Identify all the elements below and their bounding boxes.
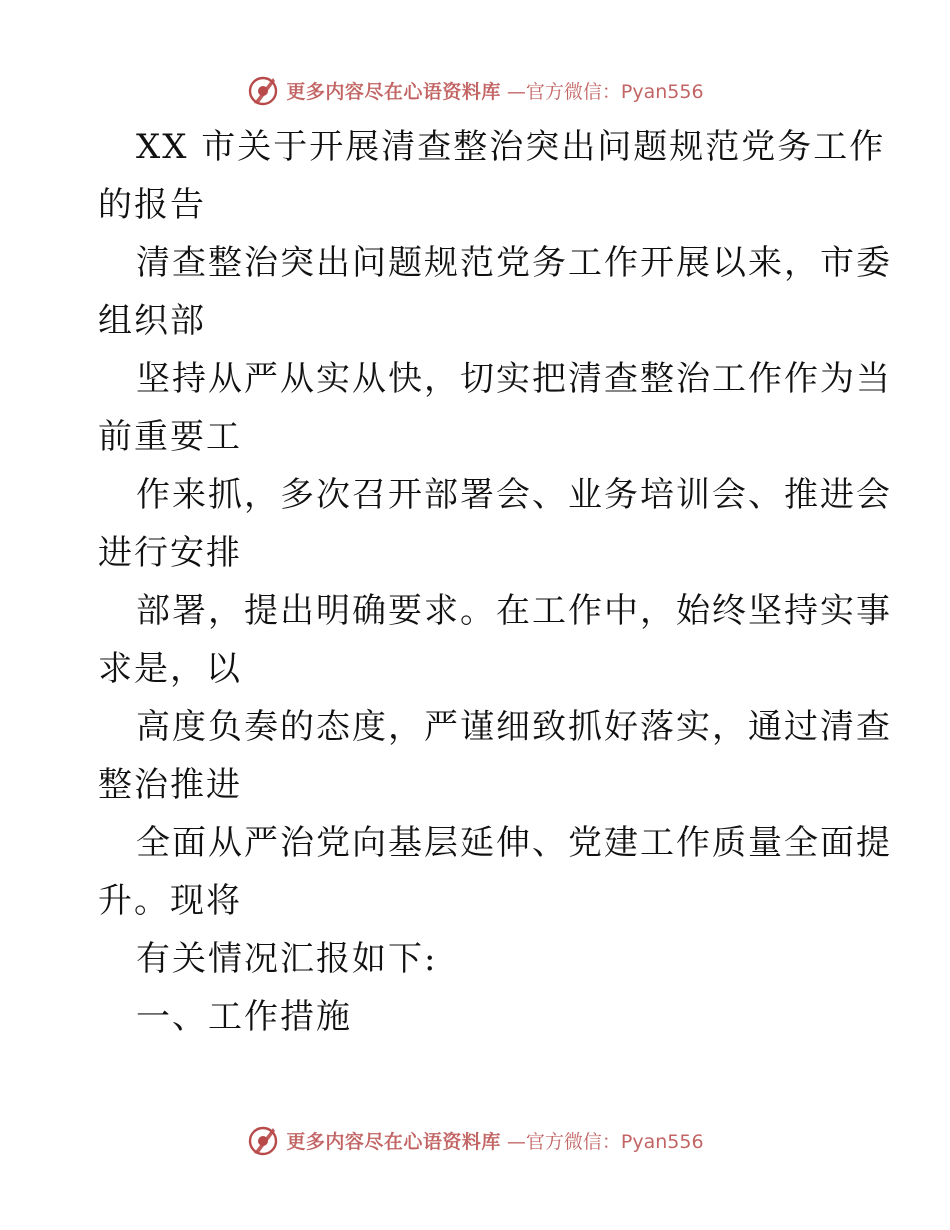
watermark-main-text: 更多内容尽在心语资料库 xyxy=(286,80,501,103)
document-line: 组织部 xyxy=(98,301,206,341)
document-line: 的报告 xyxy=(98,185,206,225)
document-line: 整治推进 xyxy=(98,765,242,805)
watermark-wechat-text: —官方微信：Pyan556 xyxy=(506,1130,704,1153)
document-line: 部署，提出明确要求。在工作中，始终坚持实事 xyxy=(136,591,892,631)
document-body xyxy=(98,118,892,1046)
document-line: 求是，以 xyxy=(98,649,242,689)
document-line: 有关情况汇报如下: xyxy=(136,939,438,979)
watermark-main-text: 更多内容尽在心语资料库 xyxy=(286,1130,501,1153)
watermark-wechat-text: —官方微信：Pyan556 xyxy=(506,80,704,103)
document-line: 全面从严治党向基层延伸、党建工作质量全面提 xyxy=(136,823,892,863)
document-line: 坚持从严从实从快，切实把清查整治工作作为当 xyxy=(136,359,892,399)
document-line: 清查整治突出问题规范党务工作开展以来，市委 xyxy=(136,243,892,283)
document-line: 进行安排 xyxy=(98,533,242,573)
document-line: 前重要工 xyxy=(98,417,242,457)
quill-seal-icon xyxy=(246,1123,280,1157)
footer-watermark-banner xyxy=(0,1120,950,1160)
document-line: 作来抓，多次召开部署会、业务培训会、推进会 xyxy=(136,475,892,515)
document-line: 高度负奏的态度，严谨细致抓好落实，通过清查 xyxy=(136,707,892,747)
document-line: 升。现将 xyxy=(98,881,242,921)
header-watermark-banner xyxy=(0,70,950,110)
quill-seal-icon xyxy=(246,73,280,107)
document-line: 一、工作措施 xyxy=(136,997,352,1037)
document-line: XX 市关于开展清查整治突出问题规范党务工作 xyxy=(136,127,886,167)
